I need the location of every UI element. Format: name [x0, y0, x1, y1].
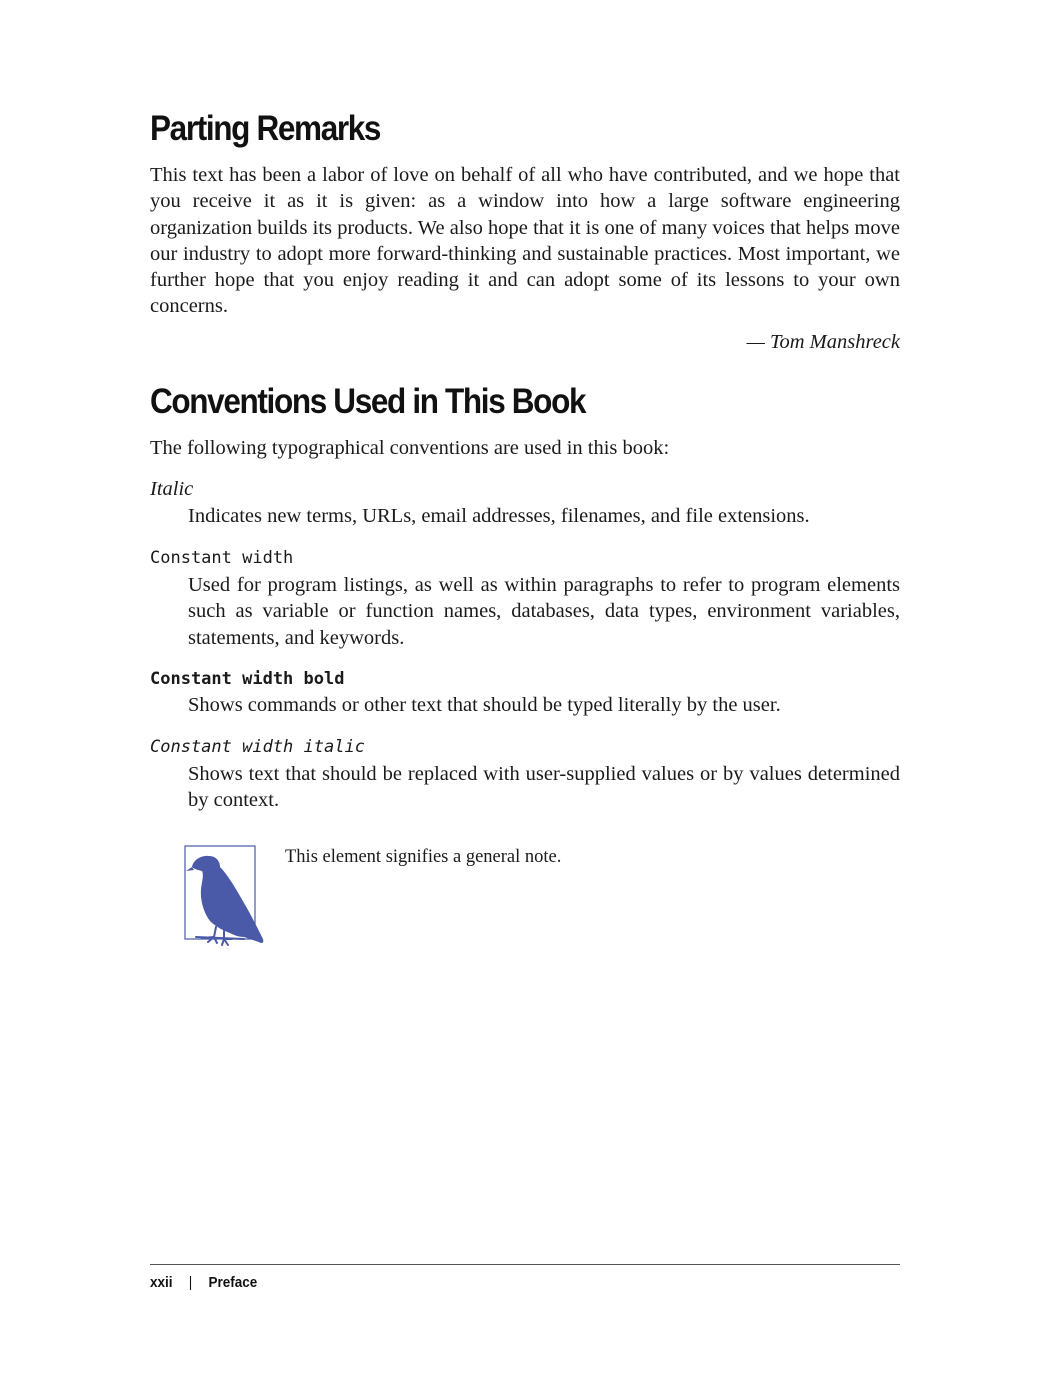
conventions-heading: Conventions Used in This Book: [150, 382, 586, 421]
note-text: This element signifies a general note.: [285, 847, 562, 867]
author-signature: — Tom Manshreck: [746, 331, 900, 353]
footer-section: Preface: [208, 1274, 258, 1291]
description-italic: Indicates new terms, URLs, email addresses, filenames, and file extensions.: [188, 505, 810, 527]
page-footer: [150, 1272, 257, 1294]
term-constant-width-italic: Constant width italic: [150, 737, 365, 757]
page-number: xxii: [150, 1274, 173, 1291]
description-constant-width: Used for program listings, as well as within paragraphs to refer to program elements such as variable or function names, databases, data types, environment variables, statements, and keywords.: [188, 574, 900, 649]
term-constant-width-bold: Constant width bold: [150, 669, 345, 689]
term-italic: Italic: [150, 478, 194, 500]
term-constant-width: Constant width: [150, 548, 294, 568]
conventions-intro: The following typographical conventions are used in this book:: [150, 437, 670, 459]
description-constant-width-bold: Shows commands or other text that should be typed literally by the user.: [188, 694, 781, 716]
parting-remarks-paragraph: This text has been a labor of love on behalf of all who have contributed, and we hope that you receive it as it is given: as a window into how a large software engineering organization builds its products. We also hope that it is one of many voices that helps move our industry to adopt more forward-thinking and sustainable practices. Most important, we further hope that you enjoy reading it and can adopt some of its lessons to your own concerns.: [150, 164, 900, 318]
parting-remarks-heading: Parting Remarks: [150, 109, 381, 148]
footer-separator: |: [188, 1274, 193, 1291]
footer-rule: [150, 1264, 900, 1265]
description-constant-width-italic: Shows text that should be replaced with user-supplied values or by values determined by context.: [188, 763, 900, 812]
crow-icon: [184, 845, 268, 951]
